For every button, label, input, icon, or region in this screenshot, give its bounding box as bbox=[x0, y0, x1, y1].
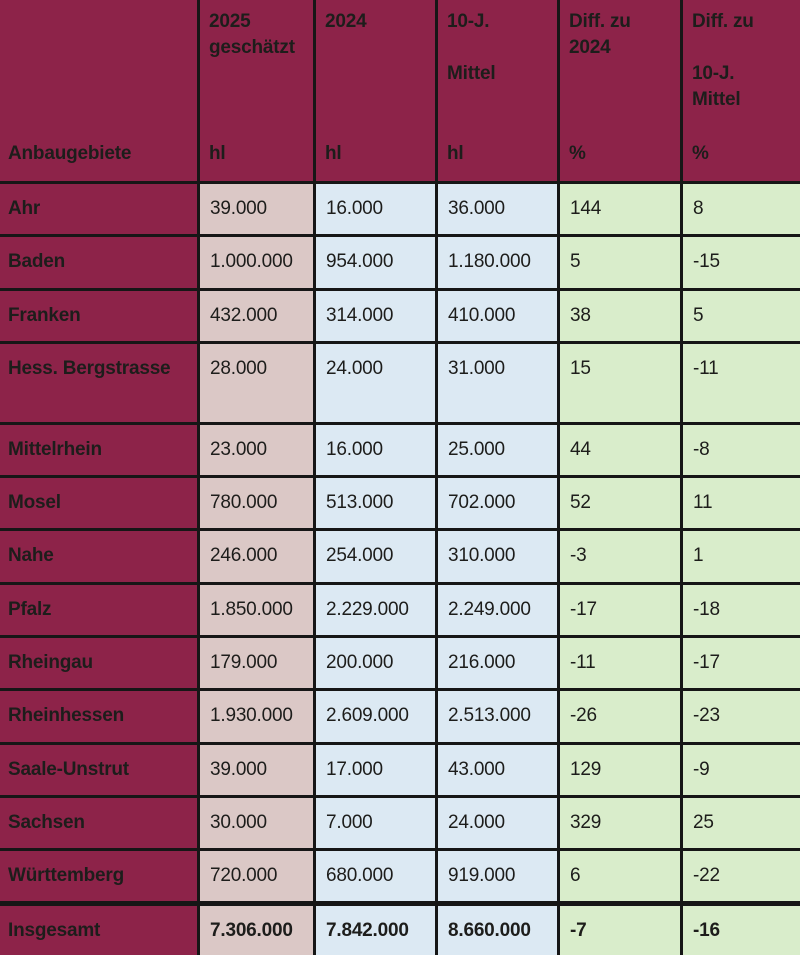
value-cell-diff-10j-mittel: -16 bbox=[682, 903, 800, 955]
header-label-2025-geschaetzt bbox=[209, 9, 309, 61]
value-cell-diff-10j-mittel: -18 bbox=[682, 583, 800, 636]
table-row bbox=[0, 343, 800, 424]
value-cell-2024: 7.842.000 bbox=[315, 903, 437, 955]
value-cell-diff-2024: 6 bbox=[559, 850, 682, 903]
value-cell-2025: 432.000 bbox=[199, 289, 315, 342]
value-cell-diff-10j-mittel: -23 bbox=[682, 690, 800, 743]
value-cell-diff-10j-mittel: -15 bbox=[682, 236, 800, 289]
unit-label-hl: hl bbox=[325, 143, 342, 164]
value-cell-10j-mittel: 43.000 bbox=[437, 743, 559, 796]
value-cell-10j-mittel: 919.000 bbox=[437, 850, 559, 903]
value-cell-10j-mittel: 31.000 bbox=[437, 343, 559, 424]
total-row bbox=[0, 903, 800, 955]
value-cell-diff-10j-mittel: 8 bbox=[682, 183, 800, 236]
value-cell-2025: 720.000 bbox=[199, 850, 315, 903]
header-line: 2024 bbox=[325, 11, 367, 32]
header-line: 10-J. bbox=[447, 11, 490, 32]
value-cell-diff-2024: 38 bbox=[559, 289, 682, 342]
table-row bbox=[0, 850, 800, 903]
header-cell-2024 bbox=[315, 0, 437, 183]
table-row bbox=[0, 423, 800, 476]
value-cell-10j-mittel: 24.000 bbox=[437, 796, 559, 849]
value-cell-diff-2024: 329 bbox=[559, 796, 682, 849]
value-cell-2024: 16.000 bbox=[315, 423, 437, 476]
value-cell-diff-10j-mittel: -9 bbox=[682, 743, 800, 796]
value-cell-2024: 17.000 bbox=[315, 743, 437, 796]
header-line: Mittel bbox=[447, 63, 496, 84]
value-cell-10j-mittel: 702.000 bbox=[437, 476, 559, 529]
header-cell-2025-geschaetzt bbox=[199, 0, 315, 183]
value-cell-10j-mittel: 1.180.000 bbox=[437, 236, 559, 289]
header-line: Diff. zu bbox=[569, 11, 631, 32]
header-line: 2025 bbox=[209, 11, 251, 32]
value-cell-2025: 1.000.000 bbox=[199, 236, 315, 289]
region-cell: Mittelrhein bbox=[0, 423, 199, 476]
table-row bbox=[0, 236, 800, 289]
region-cell: Rheingau bbox=[0, 636, 199, 689]
region-cell: Insgesamt bbox=[0, 903, 199, 955]
unit-label-percent: % bbox=[569, 143, 586, 164]
header-line: 10-J. bbox=[692, 63, 735, 84]
value-cell-diff-2024: -7 bbox=[559, 903, 682, 955]
table-row bbox=[0, 690, 800, 743]
unit-label-hl: hl bbox=[447, 143, 464, 164]
header-line: Diff. zu bbox=[692, 11, 754, 32]
table-row bbox=[0, 183, 800, 236]
value-cell-10j-mittel: 2.513.000 bbox=[437, 690, 559, 743]
value-cell-diff-10j-mittel: -17 bbox=[682, 636, 800, 689]
value-cell-2024: 314.000 bbox=[315, 289, 437, 342]
value-cell-diff-10j-mittel: -22 bbox=[682, 850, 800, 903]
value-cell-10j-mittel: 36.000 bbox=[437, 183, 559, 236]
value-cell-2025: 30.000 bbox=[199, 796, 315, 849]
value-cell-2025: 23.000 bbox=[199, 423, 315, 476]
value-cell-diff-2024: -3 bbox=[559, 530, 682, 583]
header-label-10j-mittel bbox=[447, 9, 553, 87]
value-cell-diff-10j-mittel: 11 bbox=[682, 476, 800, 529]
value-cell-2025: 39.000 bbox=[199, 183, 315, 236]
value-cell-2025: 246.000 bbox=[199, 530, 315, 583]
value-cell-2025: 28.000 bbox=[199, 343, 315, 424]
region-cell: Saale-Unstrut bbox=[0, 743, 199, 796]
value-cell-diff-10j-mittel: 25 bbox=[682, 796, 800, 849]
value-cell-diff-2024: 144 bbox=[559, 183, 682, 236]
value-cell-2024: 254.000 bbox=[315, 530, 437, 583]
header-line: Mittel bbox=[692, 89, 741, 110]
value-cell-2024: 16.000 bbox=[315, 183, 437, 236]
value-cell-10j-mittel: 8.660.000 bbox=[437, 903, 559, 955]
region-cell: Württemberg bbox=[0, 850, 199, 903]
value-cell-diff-2024: 5 bbox=[559, 236, 682, 289]
header-line-blank bbox=[692, 35, 799, 61]
header-row bbox=[0, 0, 800, 183]
value-cell-2025: 1.850.000 bbox=[199, 583, 315, 636]
header-cell-content bbox=[0, 0, 197, 178]
value-cell-diff-2024: 44 bbox=[559, 423, 682, 476]
header-cell-content bbox=[200, 0, 313, 178]
header-label-2024 bbox=[325, 9, 431, 35]
header-line-blank bbox=[447, 35, 553, 61]
header-label-diff-zu-2024 bbox=[569, 9, 676, 61]
table-row bbox=[0, 636, 800, 689]
region-cell: Baden bbox=[0, 236, 199, 289]
table-row bbox=[0, 743, 800, 796]
value-cell-diff-2024: 15 bbox=[559, 343, 682, 424]
region-header-label: Anbaugebiete bbox=[8, 143, 132, 164]
value-cell-2025: 7.306.000 bbox=[199, 903, 315, 955]
header-label-diff-zu-10j-mittel bbox=[692, 9, 799, 113]
value-cell-2024: 2.609.000 bbox=[315, 690, 437, 743]
header-line: geschätzt bbox=[209, 37, 295, 58]
region-cell: Rheinhessen bbox=[0, 690, 199, 743]
value-cell-10j-mittel: 216.000 bbox=[437, 636, 559, 689]
value-cell-2024: 24.000 bbox=[315, 343, 437, 424]
header-cell-diff-zu-10j-mittel bbox=[682, 0, 800, 183]
value-cell-2024: 7.000 bbox=[315, 796, 437, 849]
header-cell-content bbox=[683, 0, 800, 178]
table-row bbox=[0, 530, 800, 583]
value-cell-2025: 780.000 bbox=[199, 476, 315, 529]
value-cell-diff-2024: 52 bbox=[559, 476, 682, 529]
value-cell-10j-mittel: 2.249.000 bbox=[437, 583, 559, 636]
region-cell: Franken bbox=[0, 289, 199, 342]
value-cell-2024: 2.229.000 bbox=[315, 583, 437, 636]
region-cell: Ahr bbox=[0, 183, 199, 236]
value-cell-2024: 513.000 bbox=[315, 476, 437, 529]
value-cell-10j-mittel: 310.000 bbox=[437, 530, 559, 583]
region-cell: Nahe bbox=[0, 530, 199, 583]
value-cell-10j-mittel: 25.000 bbox=[437, 423, 559, 476]
value-cell-10j-mittel: 410.000 bbox=[437, 289, 559, 342]
table-row bbox=[0, 289, 800, 342]
region-cell: Pfalz bbox=[0, 583, 199, 636]
value-cell-diff-10j-mittel: -11 bbox=[682, 343, 800, 424]
value-cell-diff-2024: 129 bbox=[559, 743, 682, 796]
value-cell-diff-10j-mittel: 5 bbox=[682, 289, 800, 342]
header-cell-content bbox=[438, 0, 557, 178]
table-row bbox=[0, 476, 800, 529]
value-cell-2024: 954.000 bbox=[315, 236, 437, 289]
header-cell-10j-mittel bbox=[437, 0, 559, 183]
value-cell-diff-2024: -11 bbox=[559, 636, 682, 689]
table-row bbox=[0, 796, 800, 849]
header-cell-content bbox=[560, 0, 680, 178]
table-row bbox=[0, 583, 800, 636]
value-cell-2025: 39.000 bbox=[199, 743, 315, 796]
table-body bbox=[0, 183, 800, 955]
header-cell-anbaugebiete bbox=[0, 0, 199, 183]
unit-label-hl: hl bbox=[209, 143, 226, 164]
value-cell-2024: 680.000 bbox=[315, 850, 437, 903]
value-cell-diff-2024: -17 bbox=[559, 583, 682, 636]
value-cell-diff-10j-mittel: -8 bbox=[682, 423, 800, 476]
value-cell-diff-10j-mittel: 1 bbox=[682, 530, 800, 583]
unit-label-percent: % bbox=[692, 143, 709, 164]
value-cell-2025: 179.000 bbox=[199, 636, 315, 689]
region-cell: Mosel bbox=[0, 476, 199, 529]
header-cell-content bbox=[316, 0, 435, 178]
value-cell-2025: 1.930.000 bbox=[199, 690, 315, 743]
value-cell-2024: 200.000 bbox=[315, 636, 437, 689]
value-cell-diff-2024: -26 bbox=[559, 690, 682, 743]
header-line: 2024 bbox=[569, 37, 611, 58]
region-cell: Hess. Bergstrasse bbox=[0, 343, 199, 424]
header-cell-diff-zu-2024 bbox=[559, 0, 682, 183]
region-cell: Sachsen bbox=[0, 796, 199, 849]
